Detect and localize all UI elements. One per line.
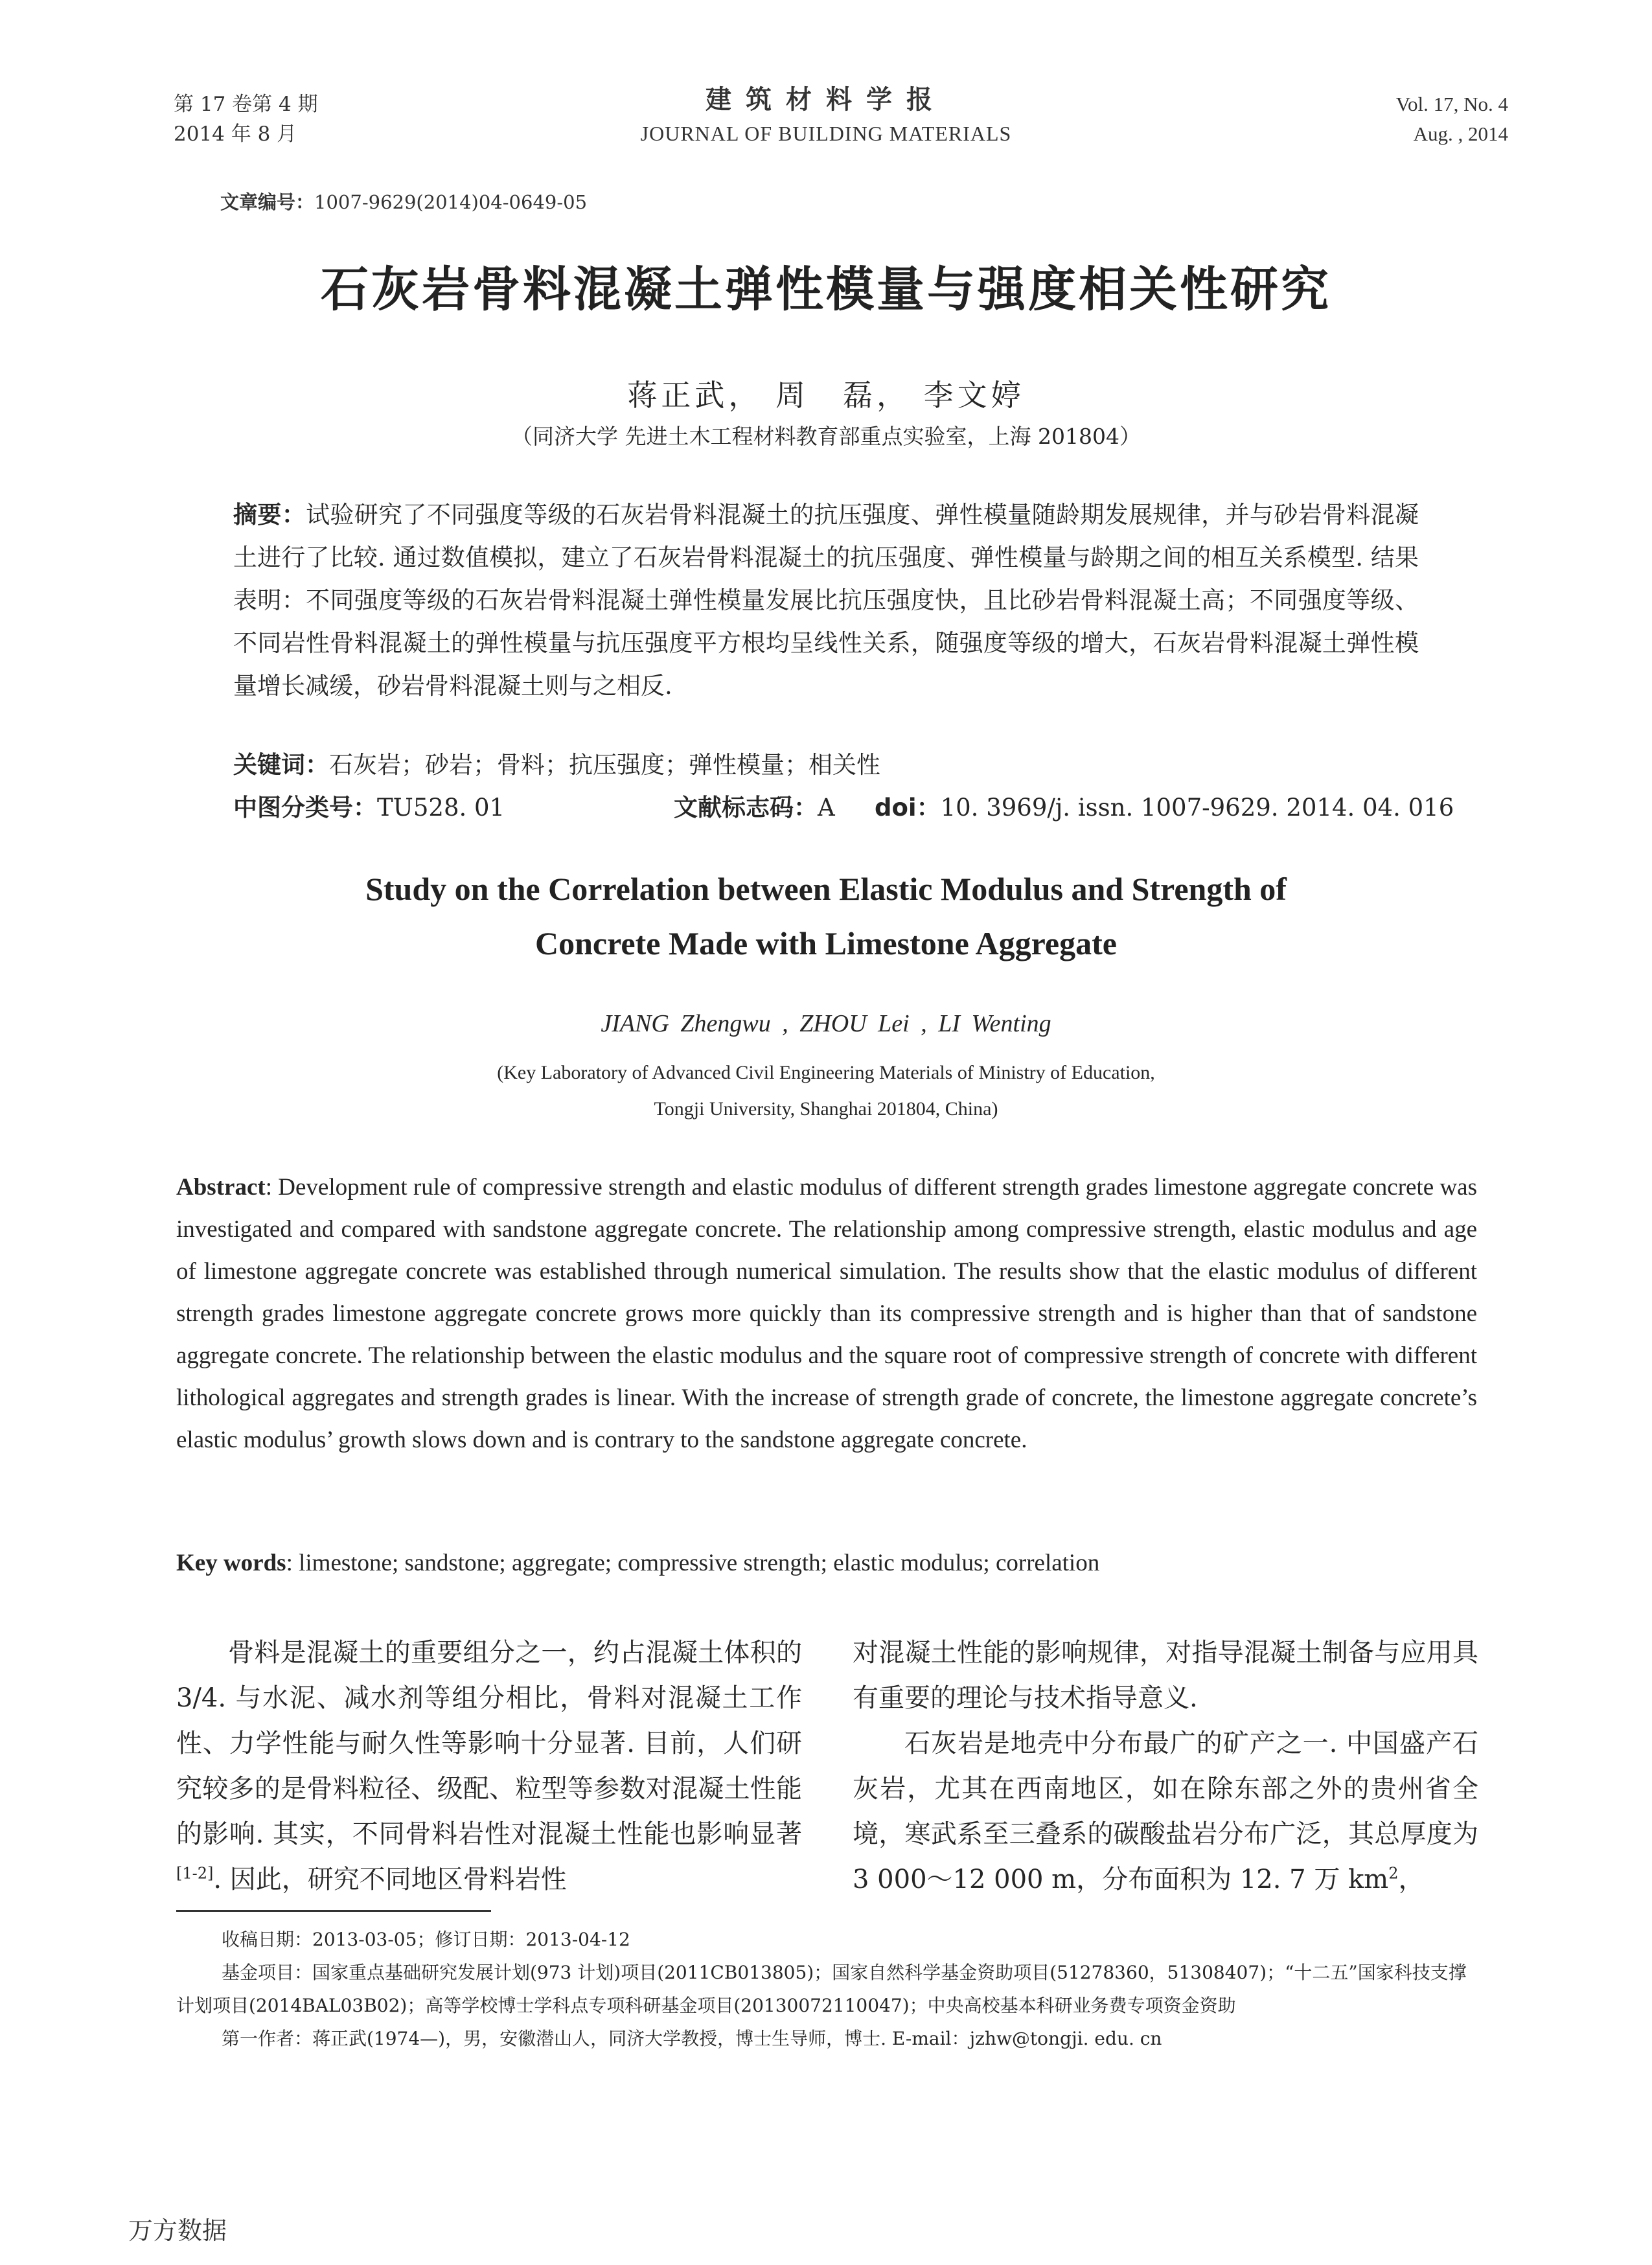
citation: [1-2]	[176, 1864, 214, 1883]
abstract-cn-label: 摘要：	[233, 501, 306, 529]
title-en-line1: Study on the Correlation between Elastic Modulus and Strength of	[365, 871, 1287, 907]
keywords-cn-label: 关键词：	[233, 751, 329, 779]
keywords-en-label: Key words	[176, 1550, 286, 1576]
doi	[875, 787, 1454, 829]
body-column-right	[853, 1630, 1478, 1902]
authors-en: JIANG Zhengwu , ZHOU Lei , LI Wenting	[601, 1010, 1051, 1037]
clc-number	[233, 787, 505, 829]
abstract-en	[176, 1166, 1477, 1461]
body-paragraph	[176, 1630, 802, 1902]
journal-masthead	[453, 82, 1199, 149]
keywords-en	[176, 1542, 1477, 1584]
date-en: Aug. , 2014	[1413, 122, 1508, 145]
footnote-funding: 基金项目：国家重点基础研究发展计划(973 计划)项目(2011CB013805)；国家自然科学基金资助项目(51278360，51308407)；“十二五”国家科技支撑计划项目(2014BAL03B02)；高等学校博士学科点专项科研基金项目(20130072110047)；中央高校基本科研业务费专项资金资助	[176, 1962, 1467, 2016]
article-number-label: 文章编号：	[220, 191, 315, 213]
abstract-cn	[233, 494, 1419, 707]
affiliation-en-line2: Tongji University, Shanghai 201804, China)	[654, 1098, 998, 1120]
header-volume-info-en	[1396, 89, 1508, 149]
body-paragraph	[853, 1721, 1478, 1902]
doi-value: 10. 3969/j. issn. 1007-9629. 2014. 04. 016	[940, 794, 1454, 822]
journal-name-cn: 建筑材料学报	[706, 85, 946, 115]
abstract-en-label: Abstract	[176, 1174, 266, 1201]
affiliation-en-line1: (Key Laboratory of Advanced Civil Engineering Materials of Ministry of Education,	[497, 1062, 1155, 1083]
title-en-line2: Concrete Made with Limestone Aggregate	[535, 925, 1117, 961]
affiliation-en	[0, 1055, 1652, 1127]
clc-value: TU528. 01	[377, 794, 505, 822]
abstract-cn-text: 试验研究了不同强度等级的石灰岩骨料混凝土的抗压强度、弹性模量随龄期发展规律，并与砂岩骨料混凝土进行了比较. 通过数值模拟，建立了石灰岩骨料混凝土的抗压强度、弹性模量与龄期之间的相互关系模型. 结果表明：不同强度等级的石灰岩骨料混凝土弹性模量发展比抗压强度快，且比砂岩骨料混凝土高；不同强度等级、不同岩性骨料混凝土的弹性模量与抗压强度平方根均呈线性关系，随强度等级的增大，石灰岩骨料混凝土弹性模量增长减缓，砂岩骨料混凝土则与之相反.	[233, 501, 1419, 700]
document-code-value: A	[818, 794, 835, 822]
watermark: 万方数据	[128, 2216, 227, 2245]
article-number-value: 1007-9629(2014)04-0649-05	[314, 191, 588, 213]
footnote-author: 第一作者：蒋正武(1974—)，男，安徽潜山人，同济大学教授，博士生导师，博士. E-mail：jzhw@tongji. edu. cn	[222, 2028, 1162, 2049]
title-cn: 石灰岩骨料混凝土弹性模量与强度相关性研究	[321, 262, 1331, 317]
document-code	[674, 787, 835, 829]
abstract-en-text: : Development rule of compressive strength and elastic modulus of different strength grades limestone aggregate concrete was investigated and compared with sandstone aggregate concrete. The relationship among compressive strength, elastic modulus and age of limestone aggregate concrete was established through numerical simulation. The results show that the elastic modulus of different strength grades limestone aggregate concrete grows more quickly than its compressive strength and is higher than that of sandstone aggregate concrete. The relationship between the elastic modulus and the square root of compressive strength of concrete with different lithological aggregates and strength grades is linear. With the increase of strength grade of concrete, the limestone aggregate concrete’s elastic modulus’ growth slows down and is contrary to the sandstone aggregate concrete.	[176, 1174, 1477, 1453]
document-code-label: 文献标志码：	[674, 794, 818, 822]
body-text: 石灰岩是地壳中分布最广的矿产之一. 中国盛产石灰岩，尤其在西南地区，如在除东部之外的贵州省全境，寒武系至三叠系的碳酸盐岩分布广泛，其总厚度为 3 000～12 000 m，分布面积为 12. 7 万 km	[853, 1729, 1478, 1894]
footnote-received: 收稿日期：2013-03-05；修订日期：2013-04-12	[222, 1929, 630, 1950]
keywords-cn	[233, 744, 1419, 787]
authors-cn: 蒋正武， 周 磊， 李文婷	[627, 378, 1025, 413]
body-paragraph: 对混凝土性能的影响规律，对指导混凝土制备与应用具有重要的理论与技术指导意义.	[853, 1638, 1478, 1713]
journal-name-en: JOURNAL OF BUILDING MATERIALS	[640, 122, 1012, 145]
superscript: 2	[1388, 1864, 1399, 1883]
body-text: . 因此，研究不同地区骨料岩性	[213, 1865, 567, 1894]
footnote-divider	[176, 1910, 491, 1912]
volume-cn: 第 17 卷第 4 期	[174, 93, 318, 116]
keywords-cn-text: 石灰岩；砂岩；骨料；抗压强度；弹性模量；相关性	[329, 751, 880, 779]
date-cn: 2014 年 8 月	[174, 122, 297, 146]
body-column-left	[176, 1630, 802, 1902]
body-text: ，	[1398, 1865, 1425, 1894]
keywords-en-text: : limestone; sandstone; aggregate; compressive strength; elastic modulus; correlation	[286, 1550, 1100, 1576]
affiliation-cn: （同济大学 先进土木工程材料教育部重点实验室，上海 201804）	[511, 424, 1141, 449]
footnotes	[176, 1923, 1477, 2055]
volume-en: Vol. 17, No. 4	[1395, 93, 1508, 115]
title-en	[0, 862, 1652, 971]
article-number	[220, 188, 587, 214]
body-text: 骨料是混凝土的重要组分之一，约占混凝土体积的 3/4. 与水泥、减水剂等组分相比，骨料对混凝土工作性、力学性能与耐久性等影响十分显著. 目前，人们研究较多的是骨料粒径、级配、粒型等参数对混凝土性能的影响. 其实，不同骨料岩性对混凝土性能也影响显著	[176, 1638, 802, 1849]
clc-label: 中图分类号：	[233, 794, 377, 822]
doi-label: doi：	[875, 794, 941, 822]
header-volume-info	[174, 89, 318, 149]
